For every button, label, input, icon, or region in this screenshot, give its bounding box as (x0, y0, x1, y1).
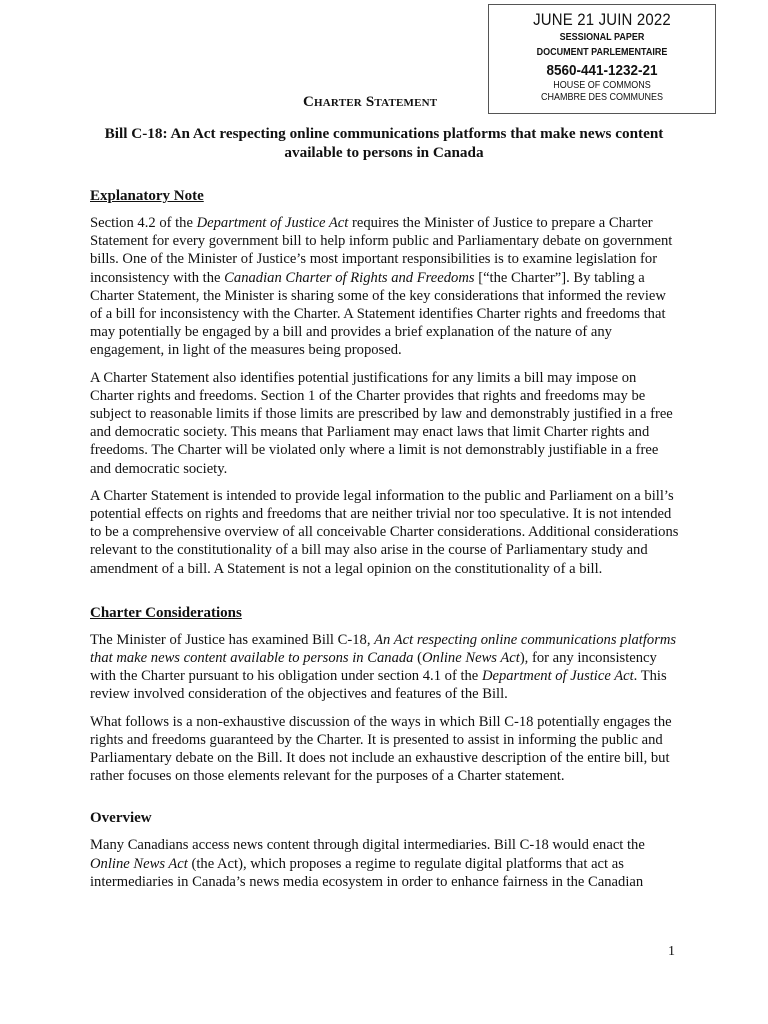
explanatory-note-heading: Explanatory Note (90, 188, 204, 204)
explanatory-paragraph-3: A Charter Statement is intended to provide legal information to the public and Parliament on a bill’s potential effects on rights and freedoms that are neither trivial nor too speculative. It is not intended to be a comprehensive overview of all conceivable Charter considerations. Additional considerations relevant to the constitutionality of a bill may also arise in the course of Parliamentary study and amendment of a bill. A Statement is not a legal opinion on the constitutionality of a bill. (90, 487, 679, 577)
considerations-paragraph-2: What follows is a non-exhaustive discussion of the ways in which Bill C-18 potentially engages the rights and freedoms guaranteed by the Charter. It is presented to assist in informing the public and Parliamentary debate on the Bill. It does not include an exhaustive description of the entire bill, but rather focuses on those elements relevant for the purposes of a Charter statement. (90, 713, 672, 785)
text-span: The Minister of Justice has examined Bill C-18, (90, 631, 375, 648)
text-span: ), for any inconsistency with the Charter pursuant to his obligation under section 4.1 of the (90, 650, 657, 685)
italic-act-name: Department of Justice Act (196, 215, 349, 231)
spacer (90, 587, 680, 603)
spacer (90, 794, 680, 808)
stamp-date: JUNE 21 JUIN 2022 (533, 10, 671, 29)
stamp-line-document: DOCUMENT PARLEMENTAIRE (536, 47, 668, 58)
text-span: requires the Minister of Justice to prepare a Charter Statement for every government bill to help inform public and Parliamentary debate on government bills. One of the Minister of Justice’s most important responsibilities is to examine legislation for inconsistency with the (90, 215, 673, 286)
text-span: [“the Charter”]. By tabling a Charter Statement, the Minister is sharing some of the key considerations that informed the review of a bill for inconsistency with the Charter. A Statement identifies Charter rights and freedoms that may potentially be engaged by a bill and provides a brief explanation of the nature of any engagement, in light of the measures being proposed. (90, 269, 666, 359)
bill-title: Bill C-18: An Act respecting online communications platforms that make news content available to persons in Canada (104, 125, 664, 161)
stamp-line-chambre: CHAMBRE DES COMMUNES (540, 92, 664, 103)
overview-paragraph-1 (90, 836, 680, 891)
italic-charter-name: Canadian Charter of Rights and Freedoms (224, 269, 475, 286)
stamp-line-sessional: SESSIONAL PAPER (559, 32, 645, 43)
considerations-paragraph-1 (90, 631, 680, 704)
italic-short-title: Online News Act (90, 855, 188, 872)
text-span: . This review involved consideration of the objectives and features of the Bill. (90, 668, 667, 703)
italic-act-name: Department of Justice Act (481, 668, 634, 685)
explanatory-paragraph-1 (90, 214, 680, 360)
italic-short-title: Online News Act (421, 650, 520, 667)
text-span: Section 4.2 of the (90, 215, 197, 231)
stamp-number: 8560-441-1232-21 (546, 62, 658, 79)
charter-considerations-heading: Charter Considerations (90, 604, 242, 621)
text-span: ( (413, 650, 422, 667)
text-span: (the Act), which proposes a regime to regulate digital platforms that act as intermediaries in Canada’s news media ecosystem in order to enhance fairness in the Canadian (90, 855, 644, 890)
document-body (90, 186, 680, 900)
italic-bill-name: An Act respecting online communications platforms that make news content available to persons in Canada (90, 631, 677, 667)
overview-heading: Overview (90, 810, 152, 827)
text-span: Many Canadians access news content through digital intermediaries. Bill C-18 would enact the (90, 837, 645, 854)
page-number: 1 (668, 944, 675, 959)
sessional-paper-stamp (488, 4, 716, 114)
explanatory-paragraph-2: A Charter Statement also identifies potential justifications for any limits a bill may impose on Charter rights and freedoms. Section 1 of the Charter provides that rights and freedoms may be subject to reasonable limits if those limits are prescribed by law and demonstrably justified in a free and democratic society. This means that Parliament may enact laws that limit Charter rights and freedoms. The Charter will be violated only where a limit is not demonstrably justifiable in a free and democratic society. (90, 369, 673, 477)
document-title: Charter Statement (303, 94, 438, 110)
stamp-line-house: HOUSE OF COMMONS (553, 80, 651, 91)
